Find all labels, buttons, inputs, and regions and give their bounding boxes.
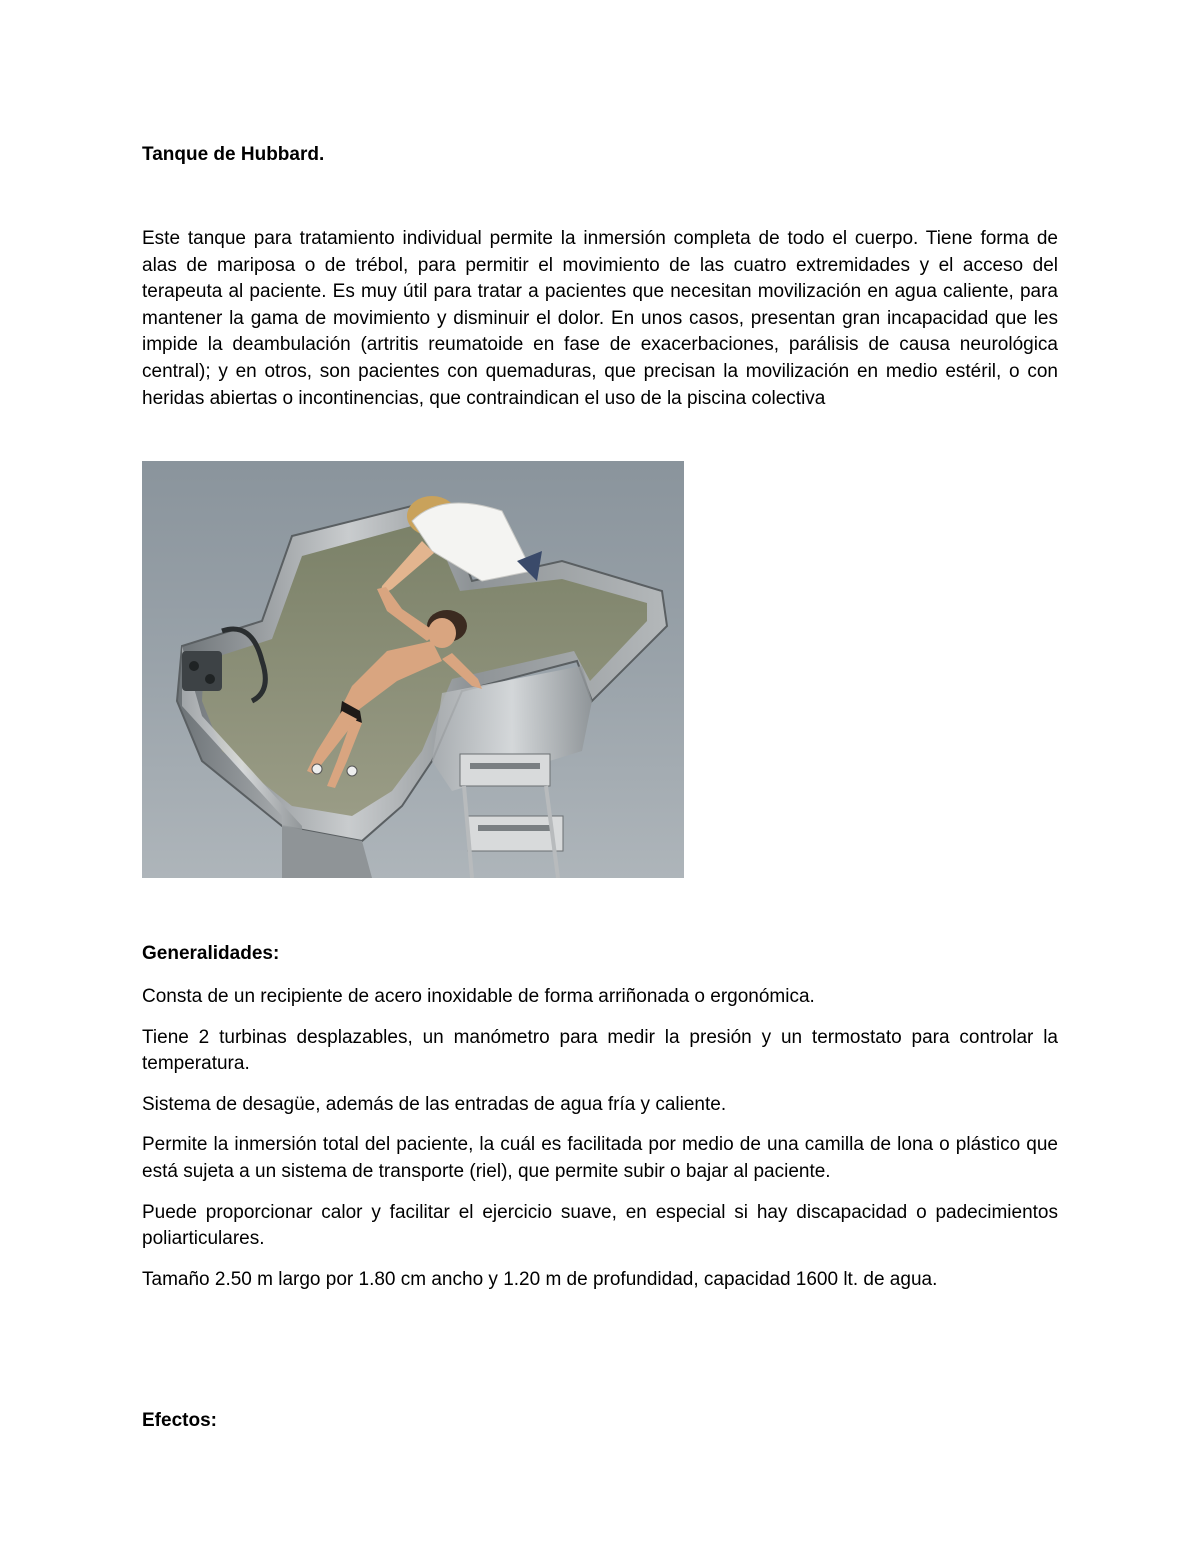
paragraph: Consta de un recipiente de acero inoxidable de forma arriñonada o ergonómica. [142,986,815,1007]
paragraph: Puede proporcionar calor y facilitar el ejercicio suave, en especial si hay discapacidad o padecimientos poliarticulares. [142,1201,1058,1250]
generalidades-paragraphs [142,984,1058,1307]
intro-paragraph: Este tanque para tratamiento individual permite la inmersión completa de todo el cuerpo. Tiene forma de alas de mariposa o de trébol, para permitir el movimiento de las cuatro extremidades y el acceso del terapeuta al paciente. Es muy útil para tratar a pacientes que necesitan movilización en agua caliente, para mantener la gama de movimiento y disminuir el dolor. En unos casos, presentan gran incapacidad que les impide la deambulación (artritis reumatoide en fase de exacerbaciones, parálisis de causa neurológica central); y en otros, son pacientes con quemaduras, que precisan la movilización en medio estéril, o con heridas abiertas o incontinencias, que contraindican el uso de la piscina colectiva [142,228,1058,409]
section-heading-generalidades: Generalidades: [142,943,280,964]
paragraph: Tamaño 2.50 m largo por 1.80 cm ancho y 1.20 m de profundidad, capacidad 1600 lt. de agua. [142,1268,938,1290]
document-title: Tanque de Hubbard. [142,144,325,165]
paragraph: Sistema de desagüe, además de las entradas de agua fría y caliente. [142,1093,727,1115]
hubbard-tank-photo [142,461,684,878]
section-heading-efectos: Efectos: [142,1410,217,1431]
paragraph: Tiene 2 turbinas desplazables, un manómetro para medir la presión y un termostato para controlar la temperatura. [142,1026,1058,1075]
paragraph: Permite la inmersión total del paciente, la cuál es facilitada por medio de una camilla de lona o plástico que está sujeta a un sistema de transporte (riel), que permite subir o bajar al paciente. [142,1134,1058,1182]
